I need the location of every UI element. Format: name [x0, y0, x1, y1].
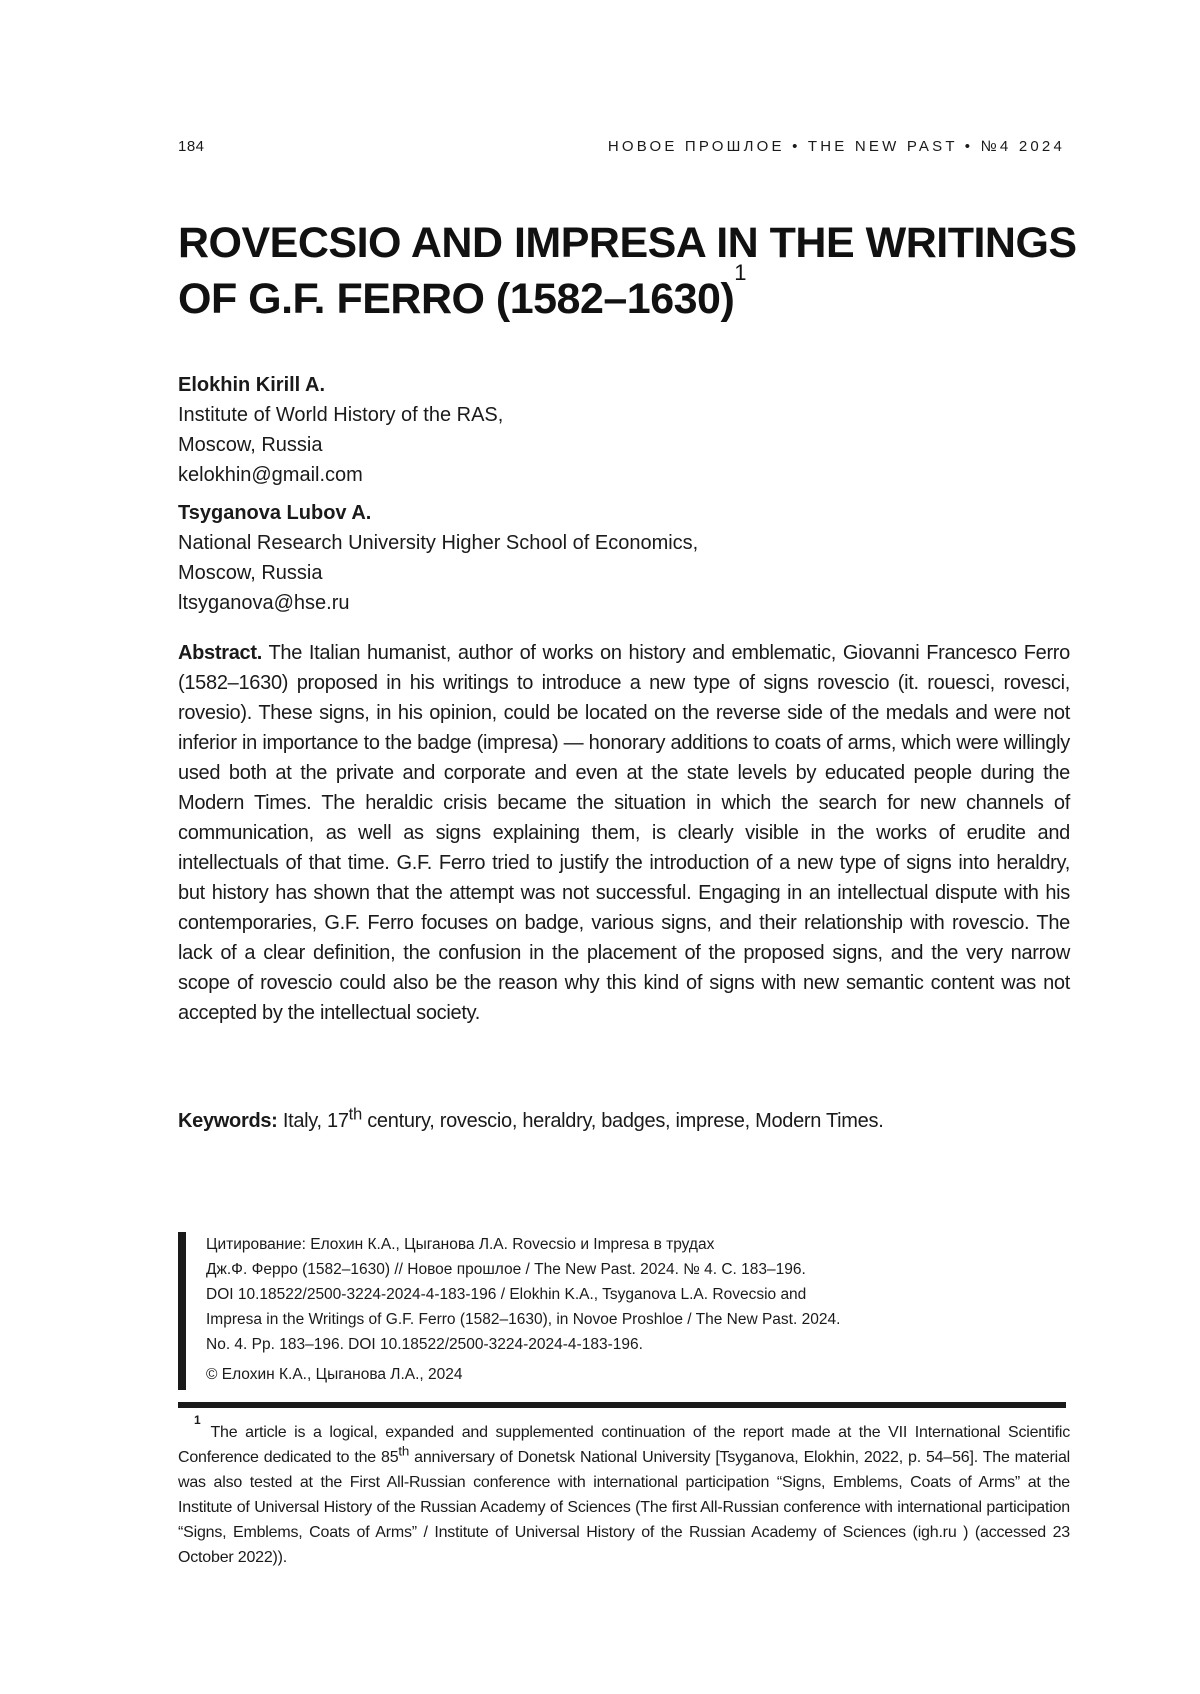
footnote-text-end: anniversary of Donetsk National University [Tsyganova, Elokhin, 2022, p. 54–56]. The material was also tested at the First All-Russian conference with international participation “Signs, Emblems, Coats of Arms” at the Institute of Universal History of the Russian Academy of Sciences (The first All-Russian conference with international participation “Signs, Emblems, Coats of Arms” / Institute of Universal History of the Russian Academy of Sciences (igh.ru ) (accessed 23 October 2022)).: [178, 1449, 1070, 1566]
author-email[interactable]: kelokhin@gmail.com: [178, 460, 1058, 490]
citation-box: [178, 1232, 986, 1390]
author-affiliation: Institute of World History of the RAS,: [178, 400, 1058, 430]
keywords-label: Keywords:: [178, 1110, 278, 1132]
abstract-label: Abstract.: [178, 642, 262, 664]
footnote-text-start: The article is a logical, expanded and supplemented continuation of the report made at the VII International Scientific Conference dedicated to the 85: [178, 1424, 1070, 1466]
title-footnote-ref[interactable]: 1: [734, 260, 746, 285]
abstract-text: The Italian humanist, author of works on history and emblematic, Giovanni Francesco Ferro (1582–1630) proposed in his writings to introduce a new type of signs rovescio (it. rouesci, rovesci, rovesio). These signs, in his opinion, could be located on the reverse side of the medals and were not inferior in importance to the badge (impresa) — honorary additions to coats of arms, which were willingly used both at the private and corporate and even at the state levels by educated people during the Modern Times. The heraldic crisis became the situation in which the search for new channels of communication, as well as signs explaining them, is clearly visible in the works of erudite and intellectuals of that time. G.F. Ferro tried to justify the introduction of a new type of signs into heraldry, but history has shown that the attempt was not successful. Engaging in an intellectual dispute with his contemporaries, G.F. Ferro focuses on badge, various signs, and their relationship with rovescio. The lack of a clear definition, the confusion in the placement of the proposed signs, and the very narrow scope of rovescio could also be the reason why this kind of signs with new semantic content was not accepted by the intellectual society.: [178, 642, 1070, 1024]
page-header: [178, 138, 1065, 162]
citation-text: [206, 1232, 986, 1357]
title-line-2: OF G.F. FERRO (1582–1630): [178, 275, 734, 323]
citation-line: DOI 10.18522/2500-3224-2024-4-183-196 / Elokhin K.A., Tsyganova L.A. Rovecsio and: [206, 1286, 806, 1303]
footnote-divider: [178, 1402, 1066, 1408]
keywords: [178, 1106, 1070, 1136]
running-head: НОВОЕ ПРОШЛОЕ • THE NEW PAST • №4 2024: [608, 138, 1065, 155]
author-name: Tsyganova Lubov A.: [178, 498, 1058, 528]
keywords-superscript: th: [349, 1104, 362, 1123]
author-city: Moscow, Russia: [178, 558, 1058, 588]
author-list: [178, 370, 1058, 618]
copyright-notice: © Елохин К.А., Цыганова Л.А., 2024: [206, 1362, 986, 1387]
footnote-marker: 1: [194, 1413, 200, 1427]
author-city: Moscow, Russia: [178, 430, 1058, 460]
author-email[interactable]: ltsyganova@hse.ru: [178, 588, 1058, 618]
page-number: 184: [178, 138, 205, 155]
citation-line: Дж.Ф. Ферро (1582–1630) // Новое прошлое / The New Past. 2024. № 4. С. 183–196.: [206, 1261, 806, 1278]
author-block: [178, 498, 1058, 618]
footnote-superscript: th: [398, 1444, 409, 1459]
abstract: [178, 638, 1070, 1028]
keywords-text-start: Italy, 17: [283, 1110, 349, 1132]
citation-line: No. 4. Pp. 183–196. DOI 10.18522/2500-3224-2024-4-183-196.: [206, 1336, 643, 1353]
author-affiliation: National Research University Higher School of Economics,: [178, 528, 1058, 558]
keywords-text-end: century, rovescio, heraldry, badges, imprese, Modern Times.: [362, 1110, 883, 1132]
author-name: Elokhin Kirill A.: [178, 370, 1058, 400]
citation-line: Цитирование: Елохин К.А., Цыганова Л.А. Rovecsio и Impresa в трудах: [206, 1236, 714, 1253]
article-title: [178, 215, 1078, 327]
citation-line: Impresa in the Writings of G.F. Ferro (1582–1630), in Novoe Proshloe / The New Past. 2024.: [206, 1311, 840, 1328]
title-line-1: ROVECSIO AND IMPRESA IN THE WRITINGS: [178, 219, 1077, 267]
footnote: [178, 1420, 1070, 1570]
author-block: [178, 370, 1058, 490]
